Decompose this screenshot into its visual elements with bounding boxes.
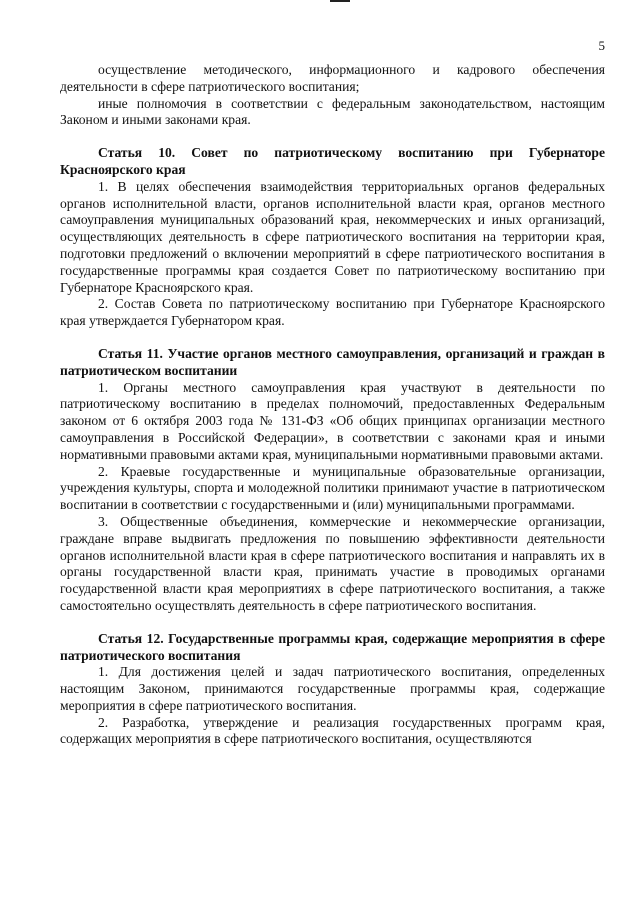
intro-paragraph-2: иные полномочия в соответствии с федеральным законодательством, настоящим Законом и иными законами края. [60, 95, 605, 128]
article-12-paragraph-1: 1. Для достижения целей и задач патриотического воспитания, определенных настоящим Законом, принимаются государственные программы края, содержащие мероприятия в сфере патриотического воспитания. [60, 664, 605, 713]
article-12 [60, 631, 605, 749]
article-10-title: Статья 10. Совет по патриотическому воспитанию при Губернаторе Красноярского края [60, 145, 605, 177]
article-11-paragraph-3: 3. Общественные объединения, коммерческие и некоммерческие организации, граждане вправе выдвигать предложения по повышению эффективности деятельности органов исполнительной власти края в сфере патриотического воспитания и направлять их в органы государственной власти края, принимать участие в проводимых органами государственной власти края мероприятиях в сфере патриотического воспитания, а также самостоятельно осуществлять деятельность в сфере патриотического воспитания. [60, 513, 605, 613]
article-10-paragraph-1: 1. В целях обеспечения взаимодействия территориальных органов федеральных органов исполнительной власти, органов исполнительной власти края, органов местного самоуправления муниципальных образований края, некоммерческих и иных организаций, осуществляющих деятельность в сфере патриотического воспитания на территории края, подготовки предложений о включении мероприятий в сфере патриотического воспитания в государственные программы края создается Совет по патриотическому воспитанию при Губернаторе Красноярского края. [60, 178, 605, 295]
article-10-paragraph-2: 2. Состав Совета по патриотическому воспитанию при Губернаторе Красноярского края утверждается Губернатором края. [60, 296, 605, 329]
article-12-title: Статья 12. Государственные программы края, содержащие мероприятия в сфере патриотического воспитания [60, 630, 605, 663]
article-10 [60, 145, 605, 330]
article-11-paragraph-2: 2. Краевые государственные и муниципальные образовательные организации, учреждения культуры, спорта и молодежной политики принимают участие в патриотическом воспитании в соответствии с государственными и (или) муниципальными программами. [60, 463, 605, 513]
top-edge-mark [330, 0, 350, 2]
article-11 [60, 346, 605, 615]
intro-paragraph-1: осуществление методического, информационного и кадрового обеспечения деятельности в сфере патриотического воспитания; [60, 62, 605, 94]
document-body [60, 62, 605, 748]
article-12-paragraph-2: 2. Разработка, утверждение и реализация государственных программ края, содержащих мероприятия в сфере патриотического воспитания, осуществляются [60, 714, 605, 747]
article-11-title: Статья 11. Участие органов местного самоуправления, организаций и граждан в патриотическом воспитании [60, 345, 605, 378]
page-number: 5 [598, 38, 605, 53]
article-11-paragraph-1: 1. Органы местного самоуправления края участвуют в деятельности по патриотическому воспитанию в пределах полномочий, предоставленных Федеральным законом от 6 октября 2003 года № 131-ФЗ «Об общих принципах организации местного самоуправления в Российской Федерации», в соответствии с законами края и иными нормативными правовыми актами края, муниципальными нормативными правовыми актами. [60, 379, 605, 462]
